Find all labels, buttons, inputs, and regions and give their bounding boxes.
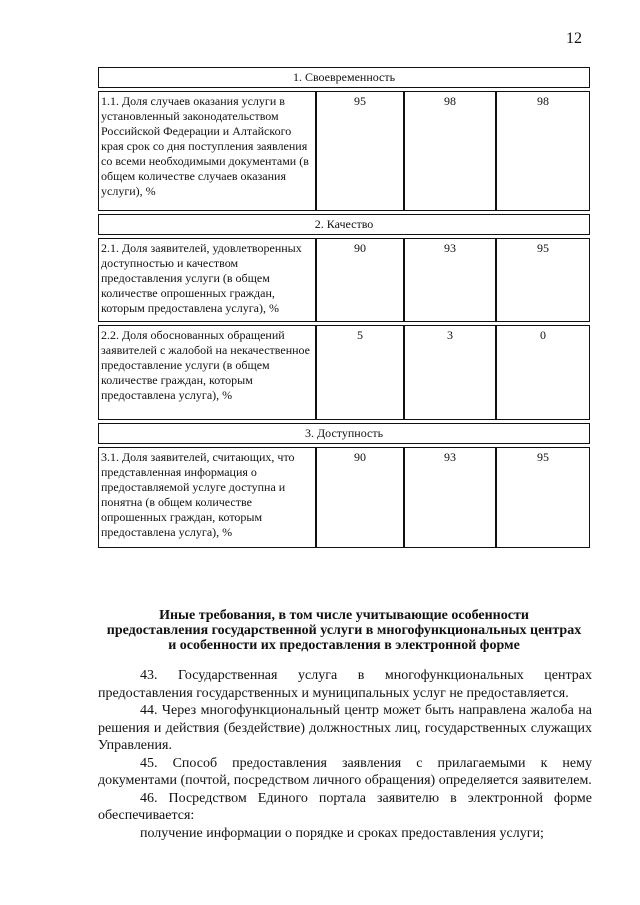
paragraph-43: 43. Государственная услуга в многофункциональных центрах предоставления государственных и муниципальных услуг не предоставляется. — [98, 668, 592, 701]
value-cell: 5 — [316, 325, 404, 420]
section-header-row — [98, 423, 590, 444]
section-title: 1. Своевременность — [98, 67, 590, 88]
value-cell: 95 — [496, 238, 590, 322]
value-cell: 98 — [496, 91, 590, 211]
table-row — [98, 447, 590, 548]
body-text — [98, 667, 592, 842]
indicator-cell: 2.1. Доля заявителей, удовлетворенных доступностью и качеством предоставления услуги (в общем количестве опрошенных граждан, которым предоставлена услуга), % — [98, 238, 316, 322]
indicator-cell: 2.2. Доля обоснованных обращений заявителей с жалобой на некачественное предоставление услуги (в общем количестве граждан, которым предоставлена услуга), % — [98, 325, 316, 420]
value-cell: 98 — [404, 91, 496, 211]
indicator-cell: 3.1. Доля заявителей, считающих, что представленная информация о предоставляемой услуге доступна и понятна (в общем количестве опрошенных граждан, которым предоставлена услуга), % — [98, 447, 316, 548]
value-cell: 95 — [496, 447, 590, 548]
table-row — [98, 91, 590, 211]
indicator-cell: 1.1. Доля случаев оказания услуги в установленный законодательством Российской Федерации и Алтайского края срок со дня поступления заявления со всеми необходимыми документами (в общем количестве случаев оказания услуги), % — [98, 91, 316, 211]
value-cell: 0 — [496, 325, 590, 420]
value-cell: 90 — [316, 238, 404, 322]
paragraph-45: 45. Способ предоставления заявления с прилагаемыми к нему документами (почтой, посредством личного обращения) определяется заявителем. — [98, 755, 592, 788]
section-title: 2. Качество — [98, 214, 590, 235]
paragraph-46-item: получение информации о порядке и сроках предоставления услуги; — [140, 825, 544, 841]
value-cell: 93 — [404, 238, 496, 322]
paragraph-46: 46. Посредством Единого портала заявителю в электронной форме обеспечивается: — [98, 790, 592, 823]
heading-line: и особенности их предоставления в электронной форме — [168, 638, 520, 653]
section-header-row — [98, 67, 590, 88]
table-row — [98, 238, 590, 322]
heading-line: Иные требования, в том числе учитывающие особенности — [159, 608, 529, 623]
value-cell: 3 — [404, 325, 496, 420]
section-title: 3. Доступность — [98, 423, 590, 444]
indicators-table — [98, 64, 590, 551]
section-header-row — [98, 214, 590, 235]
table-row — [98, 325, 590, 420]
paragraph-44: 44. Через многофункциональный центр может быть направлена жалоба на решения и действия (бездействие) должностных лиц, государственных служащих Управления. — [98, 703, 592, 753]
value-cell: 90 — [316, 447, 404, 548]
heading-line: предоставления государственной услуги в многофункциональных центрах — [106, 623, 582, 638]
value-cell: 95 — [316, 91, 404, 211]
value-cell: 93 — [404, 447, 496, 548]
section-heading — [98, 608, 590, 653]
page-number: 12 — [566, 30, 582, 47]
